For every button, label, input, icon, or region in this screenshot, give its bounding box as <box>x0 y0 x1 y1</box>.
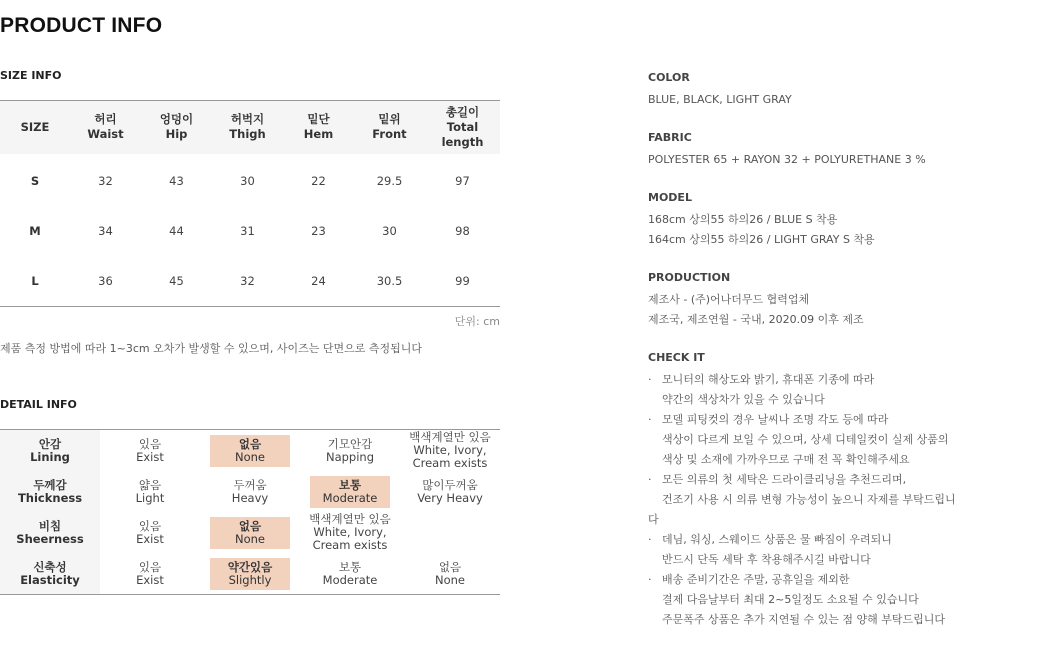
detail-option: 기모안감 Napping <box>325 436 375 464</box>
table-cell: 22 <box>311 173 326 188</box>
detail-option-selected: 없음 None <box>200 430 300 472</box>
detail-option: 있음 Exist <box>136 518 164 546</box>
table-cell: 30 <box>382 223 397 238</box>
table-cell: 97 <box>455 173 470 188</box>
col-header: 허리 Waist <box>87 112 124 142</box>
production-block <box>648 270 1048 330</box>
table-cell: 34 <box>98 223 113 238</box>
col-header: 총길이 Total length <box>441 104 484 149</box>
detail-option-selected: 보통 Moderate <box>300 471 400 512</box>
fabric-title: FABRIC <box>648 131 692 144</box>
table-row <box>0 206 500 256</box>
table-cell: 43 <box>169 173 184 188</box>
detail-option: 백색계열만 있음 White, Ivory, Cream exists <box>409 430 491 470</box>
color-value: BLUE, BLACK, LIGHT GRAY <box>648 93 792 106</box>
detail-option-selected: 약간있음 Slightly <box>200 553 300 595</box>
fabric-block <box>648 130 1048 170</box>
detail-option: 있음 Exist <box>136 436 164 464</box>
detail-option: 얇음 Light <box>135 477 165 505</box>
detail-label: 두께감 Thickness <box>0 471 100 512</box>
color-block <box>648 70 1048 110</box>
detail-option: 없음 None <box>434 559 465 587</box>
detail-row-lining <box>0 430 500 472</box>
model-line: 168cm 상의55 하의26 / BLUE S 착용 <box>648 213 838 226</box>
bullet-dot: · <box>648 533 652 546</box>
production-line: 제조사 - (주)어나더무드 협력업체 <box>648 293 810 306</box>
size-cell: M <box>29 223 41 238</box>
table-cell: 32 <box>240 273 255 288</box>
model-title: MODEL <box>648 191 692 204</box>
detail-option: 두꺼움 Heavy <box>231 477 269 505</box>
table-cell: 24 <box>311 273 326 288</box>
product-spec-column <box>648 70 1048 650</box>
model-line: 164cm 상의55 하의26 / LIGHT GRAY S 착용 <box>648 233 875 246</box>
table-cell: 29.5 <box>376 173 403 188</box>
detail-label: 신축성 Elasticity <box>0 553 100 595</box>
bullet-dot: · <box>648 573 652 586</box>
size-cell: L <box>31 273 39 288</box>
col-header: SIZE <box>20 119 50 134</box>
table-row <box>0 154 500 206</box>
detail-row-thickness <box>0 471 500 512</box>
col-header: 엉덩이 Hip <box>159 112 194 142</box>
detail-row-elasticity <box>0 553 500 595</box>
list-item: · 모든 의류의 첫 세탁은 드라이클리닝을 추천드리며, 건조기 사용 시 의류 변형 가능성이 높으니 자제를 부탁드립니 다 <box>648 470 1048 530</box>
detail-option: 보통 Moderate <box>322 559 378 587</box>
table-cell: 45 <box>169 273 184 288</box>
fabric-value: POLYESTER 65 + RAYON 32 + POLYURETHANE 3 % <box>648 153 926 166</box>
table-cell: 44 <box>169 223 184 238</box>
size-cell: S <box>30 173 40 188</box>
page-title: PRODUCT INFO <box>0 14 163 37</box>
detail-info-label: DETAIL INFO <box>0 398 77 411</box>
table-cell: 36 <box>98 273 113 288</box>
detail-label: 비침 Sheerness <box>0 512 100 553</box>
measurement-note: 제품 측정 방법에 따라 1~3cm 오차가 발생할 수 있으며, 사이즈는 단면으로 측정됩니다 <box>0 342 422 355</box>
table-cell: 23 <box>311 223 326 238</box>
table-cell: 99 <box>455 273 470 288</box>
size-table <box>0 100 500 307</box>
list-item: · 모델 피팅컷의 경우 날씨나 조명 각도 등에 따라 색상이 다르게 보일 수 있으며, 상세 디테일컷이 실제 상품의 색상 및 소재에 가까우므로 구매 전 꼭 확인해주세요 <box>648 410 1048 470</box>
list-item: · 배송 준비기간은 주말, 공휴일을 제외한 결제 다음날부터 최대 2~5일정도 소요될 수 있습니다 주문폭주 상품은 추가 지연될 수 있는 점 양해 부탁드립니다 <box>648 570 1048 630</box>
bullet-dot: · <box>648 413 652 426</box>
check-it-block <box>648 350 1048 630</box>
table-cell: 30.5 <box>376 273 403 288</box>
col-header: 밑위 Front <box>372 112 407 142</box>
list-item: · 데님, 워싱, 스웨이드 상품은 물 빠짐이 우려되니 반드시 단독 세탁 후 착용해주시길 바랍니다 <box>648 530 1048 570</box>
table-cell: 98 <box>455 223 470 238</box>
table-cell: 31 <box>240 223 255 238</box>
model-block <box>648 190 1048 250</box>
size-info-label: SIZE INFO <box>0 69 62 82</box>
detail-label: 안감 Lining <box>0 430 100 472</box>
production-line: 제조국, 제조연월 - 국내, 2020.09 이후 제조 <box>648 313 864 326</box>
col-header: 허벅지 Thigh <box>229 112 266 142</box>
bullet-dot: · <box>648 373 652 386</box>
detail-row-sheerness <box>0 512 500 553</box>
color-title: COLOR <box>648 71 690 84</box>
check-it-title: CHECK IT <box>648 351 705 364</box>
table-cell: 32 <box>98 173 113 188</box>
detail-option-selected: 없음 None <box>200 512 300 553</box>
list-item: · 모니터의 해상도와 밝기, 휴대폰 기종에 따라 약간의 색상차가 있을 수 있습니다 <box>648 370 1048 410</box>
col-header: 밑단 Hem <box>303 112 334 142</box>
bullet-dot: · <box>648 473 652 486</box>
table-cell: 30 <box>240 173 255 188</box>
detail-option: 백색계열만 있음 White, Ivory, Cream exists <box>309 512 391 552</box>
unit-label: 단위: cm <box>454 315 500 328</box>
detail-option: 많이두꺼움 Very Heavy <box>417 477 483 505</box>
table-row <box>0 256 500 307</box>
detail-table <box>0 429 500 595</box>
production-title: PRODUCTION <box>648 271 731 284</box>
detail-option <box>400 512 500 553</box>
detail-option: 있음 Exist <box>136 559 164 587</box>
check-it-list <box>648 370 1048 630</box>
size-table-header <box>0 101 500 154</box>
